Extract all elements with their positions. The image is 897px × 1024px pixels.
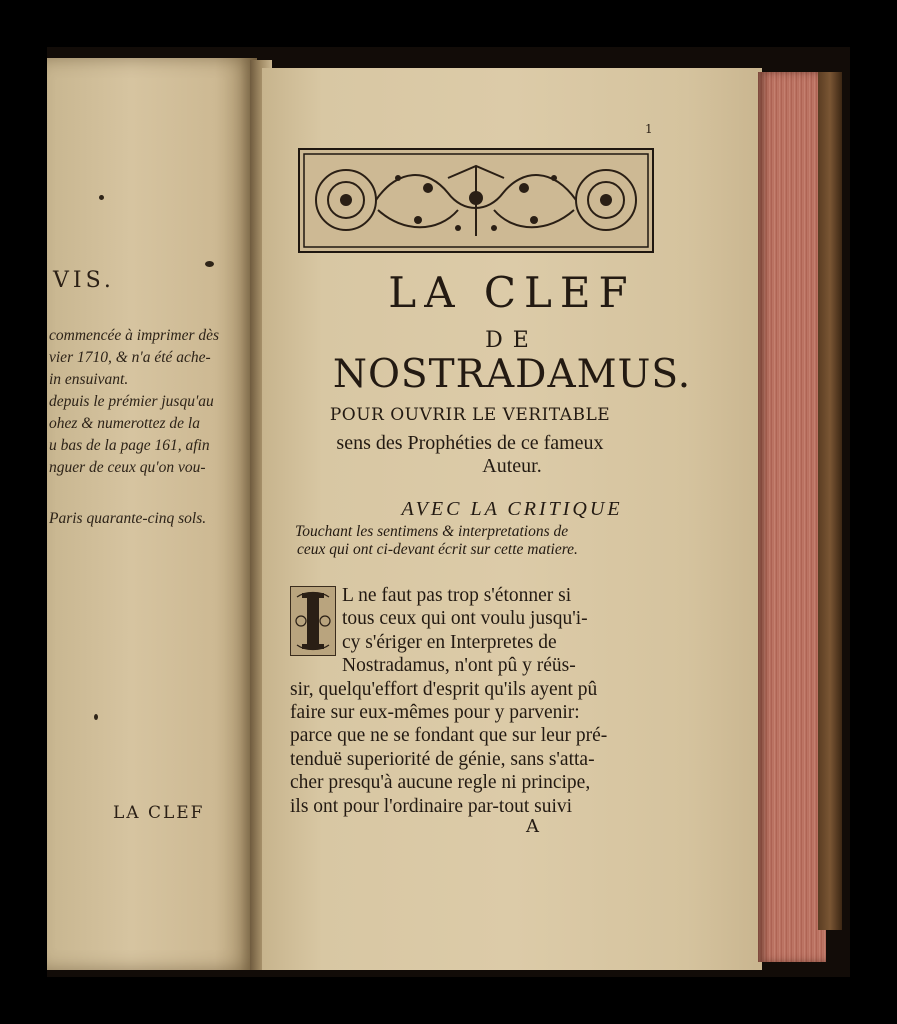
- critique-line: ceux qui ont ci-devant écrit sur cette matiere.: [297, 541, 578, 558]
- body-line: Nostradamus, n'ont pû y réüs-: [342, 655, 576, 677]
- body-line: sir, quelqu'effort d'esprit qu'ils ayent pû: [290, 678, 598, 700]
- left-text-block: [49, 325, 254, 479]
- body-line: tenduë superiorité de génie, sans s'atta-: [290, 748, 595, 770]
- body-line: faire sur eux-mêmes pour y parvenir:: [290, 702, 580, 724]
- left-line: depuis le prémier jusqu'au: [49, 393, 214, 410]
- body-line: parce que ne se fondant que sur leur pré-: [290, 725, 608, 747]
- page-edges: [758, 72, 826, 962]
- left-page: [47, 58, 257, 970]
- subtitle-line-2: sens des Prophéties de ce fameux: [336, 432, 604, 454]
- left-heading: VIS.: [53, 268, 115, 293]
- body-line: ils ont pour l'ordinaire par-tout suivi: [290, 795, 573, 817]
- left-price: Paris quarante-cinq sols.: [49, 510, 207, 527]
- body-line: L ne faut pas trop s'étonner si: [342, 585, 572, 606]
- body-line: tous ceux qui ont voulu jusqu'i-: [342, 608, 588, 630]
- left-line: commencée à imprimer dès: [49, 327, 220, 344]
- book-cover-edge: [818, 72, 842, 930]
- left-line: vier 1710, & n'a été ache-: [49, 349, 211, 366]
- left-line: in ensuivant.: [49, 371, 129, 388]
- woodcut-ornament: [298, 148, 654, 253]
- ink-spot: [99, 195, 104, 200]
- body-text: [290, 584, 650, 818]
- signature-mark: A: [526, 816, 539, 837]
- title-nostradamus: NOSTRADAMUS.: [332, 352, 692, 397]
- title-de: DE: [485, 328, 539, 353]
- left-line: nguer de ceux qu'on vou-: [49, 459, 206, 476]
- body-line: cy s'ériger en Interpretes de: [342, 631, 557, 653]
- critique-line: Touchant les sentimens & interpretations de: [295, 523, 569, 540]
- page-mark: 1: [645, 122, 653, 136]
- left-line: u bas de la page 161, afin: [49, 437, 210, 454]
- ink-spot: [205, 261, 214, 267]
- ink-spot: [94, 714, 98, 720]
- critique-heading: AVEC LA CRITIQUE: [401, 498, 623, 520]
- title-la-clef: LA CLEF: [388, 268, 636, 317]
- subtitle-line-3: Auteur.: [482, 455, 542, 477]
- left-catchword: LA CLEF: [113, 803, 205, 823]
- subtitle-line-1: POUR OUVRIR LE VERITABLE: [329, 405, 611, 425]
- critique-text: [295, 523, 655, 559]
- left-line: ohez & numerottez de la: [49, 415, 200, 432]
- body-line: cher presqu'à aucune regle ni principe,: [290, 772, 591, 794]
